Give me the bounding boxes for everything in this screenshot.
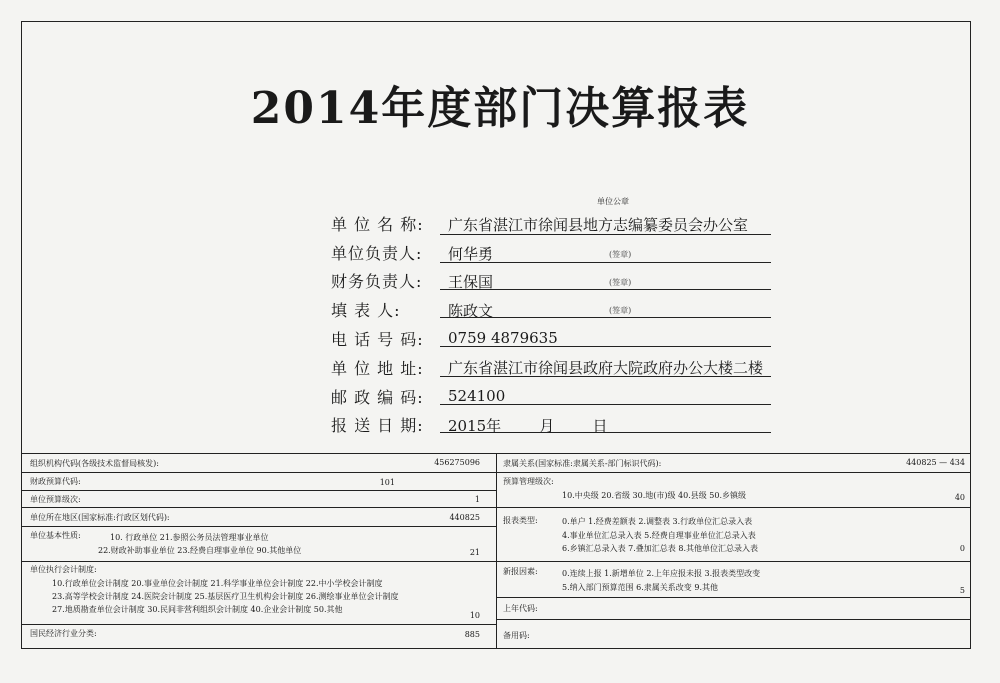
field-underline <box>440 404 771 405</box>
row-divider <box>21 624 496 625</box>
backup-code-label: 备用码: <box>503 631 530 640</box>
accounting-label: 单位执行会计制度: <box>30 565 97 574</box>
budget-level-value: 1 <box>474 495 480 504</box>
seal-label: 单位公章 <box>597 197 629 206</box>
budget-mgmt-value: 40 <box>954 493 965 502</box>
field-label-unit-head: 单位负责人: <box>331 244 423 263</box>
row-divider <box>496 472 971 473</box>
field-underline <box>440 317 771 318</box>
field-underline <box>440 289 771 290</box>
sign-label: (签章) <box>609 278 632 287</box>
region-label: 单位所在地区(国家标准:行政区划代码): <box>30 513 170 522</box>
field-value-preparer: 陈政文 <box>448 302 494 320</box>
new-report-label: 新报因素: <box>503 567 538 576</box>
row-divider <box>21 526 496 527</box>
budget-mgmt-label: 预算管理级次: <box>503 477 554 486</box>
field-underline <box>440 432 771 433</box>
sign-label: (签章) <box>609 306 632 315</box>
nature-options: 22.财政补助事业单位 23.经费自理事业单位 90.其他单位 <box>98 546 302 555</box>
row-divider <box>21 561 496 562</box>
field-value-postcode: 524100 <box>448 387 506 405</box>
field-value-unit-name: 广东省湛江市徐闻县地方志编纂委员会办公室 <box>448 216 749 234</box>
report-type-options: 4.事业单位汇总录入表 5.经费自理事业单位汇总录入表 <box>562 531 756 540</box>
affiliation-value: 440825 — 434 <box>906 458 965 467</box>
field-label-address: 单 位 地 址: <box>331 359 424 378</box>
accounting-value: 10 <box>469 611 480 620</box>
row-divider <box>496 507 971 508</box>
org-code-value: 456275096 <box>434 458 480 467</box>
field-underline <box>440 346 771 347</box>
field-value-unit-head: 何华勇 <box>448 245 494 263</box>
fin-code-label: 财政预算代码: <box>30 477 81 486</box>
budget-level-label: 单位预算级次: <box>30 495 81 504</box>
affiliation-label: 隶属关系(国家标准:隶属关系-部门标识代码): <box>503 459 662 468</box>
field-value-phone: 0759 4879635 <box>448 329 558 347</box>
field-label-submit-date: 报 送 日 期: <box>331 416 424 435</box>
row-divider <box>21 472 496 473</box>
industry-label: 国民经济行业分类: <box>30 629 97 638</box>
field-value-submit-date: 2015年 月 日 <box>448 417 608 435</box>
field-label-finance-head: 财务负责人: <box>331 272 423 291</box>
org-code-label: 组织机构代码(各级技术监督局核发): <box>30 459 159 468</box>
row-divider <box>21 490 496 491</box>
region-value: 440825 <box>449 513 480 522</box>
row-divider <box>496 561 971 562</box>
field-label-phone: 电 话 号 码: <box>331 330 424 349</box>
field-label-postcode: 邮 政 编 码: <box>331 388 424 407</box>
accounting-options: 10.行政单位会计制度 20.事业单位会计制度 21.科学事业单位会计制度 22.中小学校会计制度 <box>52 579 383 588</box>
field-value-finance-head: 王保国 <box>448 273 494 291</box>
row-divider <box>21 507 496 508</box>
field-label-unit-name: 单 位 名 称: <box>331 215 424 234</box>
nature-label: 单位基本性质: <box>30 531 81 540</box>
field-underline <box>440 262 771 263</box>
row-divider <box>496 597 971 598</box>
nature-value: 21 <box>469 548 480 557</box>
accounting-options: 27.地质勘查单位会计制度 30.民间非营利组织会计制度 40.企业会计制度 50.其他 <box>52 605 343 614</box>
field-label-preparer: 填 表 人: <box>331 301 401 320</box>
field-value-address: 广东省湛江市徐闻县政府大院政府办公大楼二楼 <box>448 359 764 377</box>
report-type-options: 0.单户 1.经费差额表 2.调整表 3.行政单位汇总录入表 <box>562 517 753 526</box>
new-report-options: 0.连续上报 1.新增单位 2.上年应报未报 3.报表类型改变 <box>562 569 761 578</box>
new-report-value: 5 <box>959 586 965 595</box>
industry-value: 885 <box>464 630 480 639</box>
field-underline <box>440 234 771 235</box>
sign-label: (签章) <box>609 250 632 259</box>
accounting-options: 23.高等学校会计制度 24.医院会计制度 25.基层医疗卫生机构会计制度 26.测绘事业单位会计制度 <box>52 592 399 601</box>
page-title: 2014年度部门决算报表 <box>250 83 750 134</box>
row-divider <box>496 619 971 620</box>
budget-mgmt-options: 10.中央级 20.省级 30.地(市)级 40.县级 50.乡镇级 <box>562 491 747 500</box>
report-type-label: 报表类型: <box>503 516 538 525</box>
report-type-options: 6.乡镇汇总录入表 7.叠加汇总表 8.其他单位汇总录入表 <box>562 544 758 553</box>
fin-code-value: 101 <box>379 478 395 487</box>
prev-year-code-label: 上年代码: <box>503 604 538 613</box>
nature-options: 10. 行政单位 21.参照公务员法管理事业单位 <box>110 533 269 542</box>
field-underline <box>440 376 771 377</box>
report-type-value: 0 <box>959 544 965 553</box>
new-report-options: 5.纳入部门预算范围 6.隶属关系改变 9.其他 <box>562 583 718 592</box>
